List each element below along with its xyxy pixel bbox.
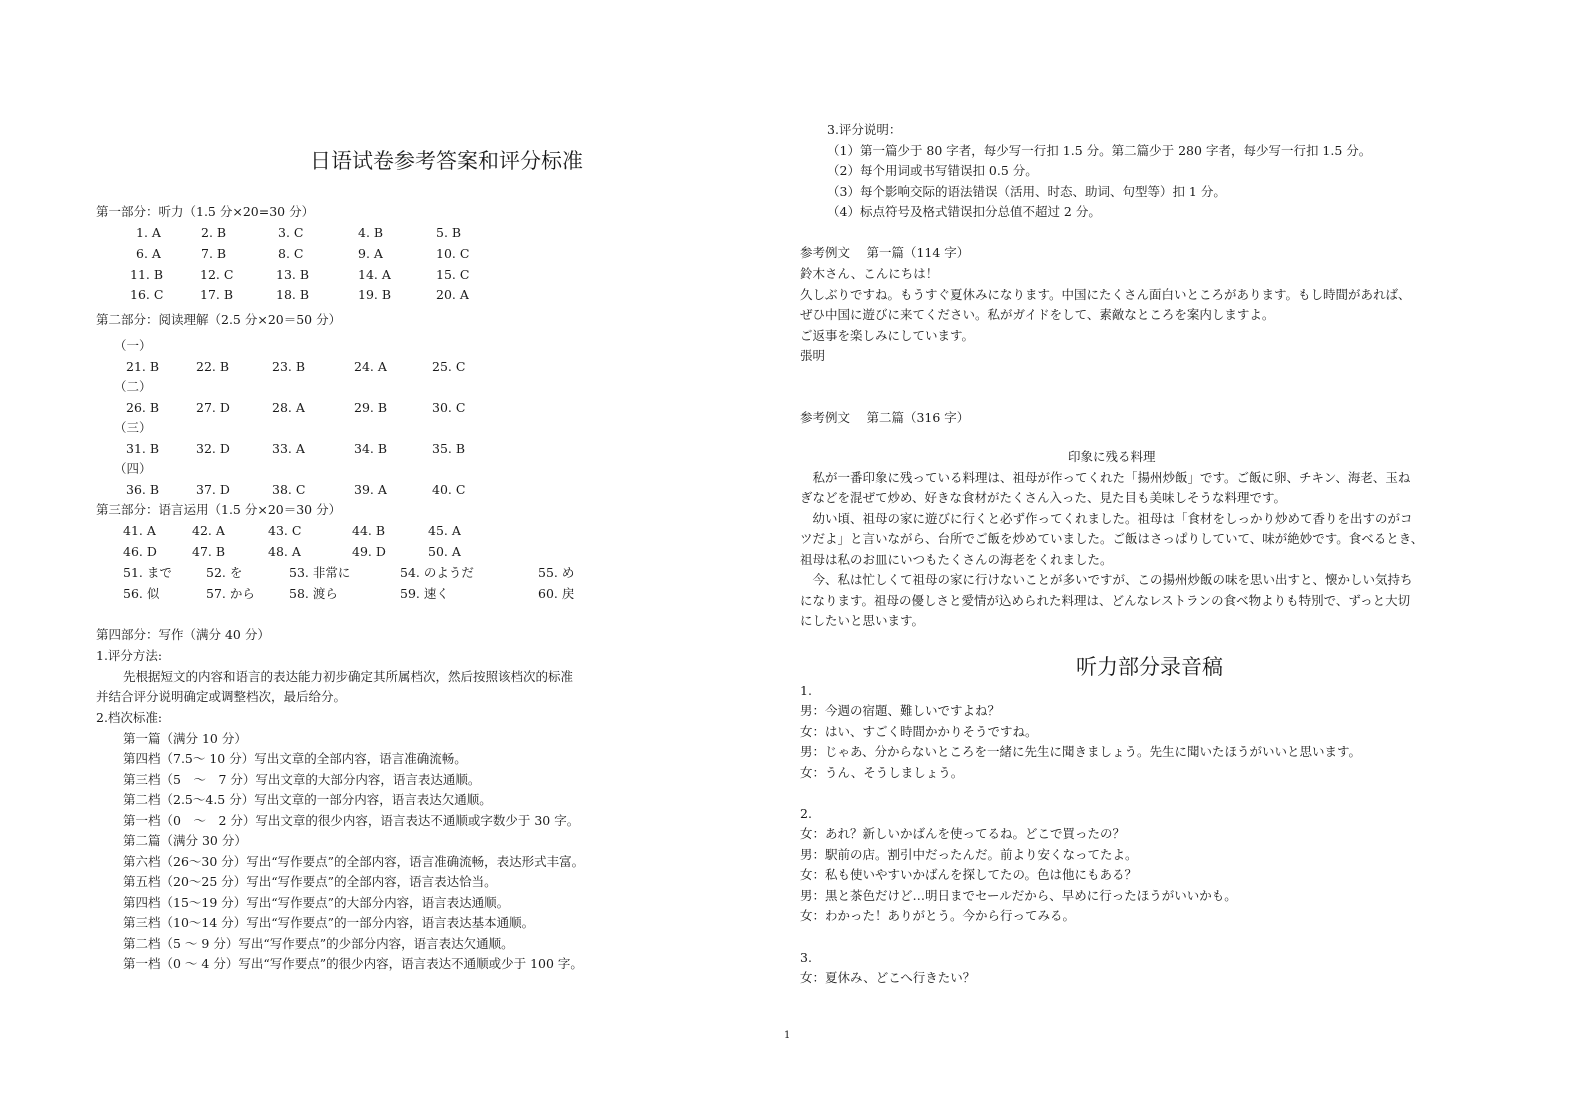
dialogue-number: 2. <box>800 806 812 821</box>
dialogue-line: 男：黒と茶色だけど…明日までセールだから、早めに行ったほうがいいかも。 <box>800 888 1237 903</box>
answer: 2. B <box>201 225 227 240</box>
part3-heading: 第三部分：语言运用（1.5 分×20＝30 分） <box>96 502 342 517</box>
answer: 20. A <box>436 287 469 302</box>
answer: 51. まで <box>123 565 172 580</box>
answer: 49. D <box>352 544 386 559</box>
answer: 19. B <box>358 287 392 302</box>
level-line: 第二档（5 ～ 9 分）写出“写作要点”的少部分内容，语言表达欠通顺。 <box>123 936 514 951</box>
answer: 31. B <box>126 441 160 456</box>
answer: 37. D <box>196 482 230 497</box>
answer: 28. A <box>272 400 305 415</box>
answer: 27. D <box>196 400 230 415</box>
level-line: 第一档（0 ～ 2 分）写出文章的很少内容，语言表达不通顺或字数少于 30 字。 <box>123 813 580 828</box>
sample2-title: 印象に残る料理 <box>1068 449 1156 464</box>
sample1-line: 張明 <box>800 348 826 363</box>
answer: 32. D <box>196 441 230 456</box>
answer: 36. B <box>126 482 160 497</box>
answer: 21. B <box>126 359 160 374</box>
answer: 17. B <box>200 287 234 302</box>
answer: 43. C <box>268 523 302 538</box>
level-line: 第四档（15～19 分）写出“写作要点”的大部分内容，语言表达通顺。 <box>123 895 510 910</box>
level-line: 第四档（7.5～ 10 分）写出文章的全部内容，语言准确流畅。 <box>123 751 467 766</box>
answer: 60. 戻 <box>538 586 575 601</box>
sample2-heading: 参考例文 第二篇（316 字） <box>800 410 970 425</box>
answer: 14. A <box>358 267 391 282</box>
page-number: 1 <box>784 1030 791 1041</box>
scoring-heading: 3.评分说明： <box>827 122 902 137</box>
part2-heading: 第二部分：阅读理解（2.5 分×20＝50 分） <box>96 312 342 327</box>
answer: 56. 似 <box>123 586 160 601</box>
answer: 59. 速く <box>400 586 449 601</box>
answer: 6. A <box>136 246 161 261</box>
group-label: （二） <box>114 379 152 394</box>
method-heading: 1.评分方法: <box>96 648 163 663</box>
answer: 53. 非常に <box>289 565 351 580</box>
answer: 47. B <box>192 544 226 559</box>
answer: 35. B <box>432 441 466 456</box>
sample2-line: 今、私は忙しくて祖母の家に行けないことが多いですが、この揚州炒飯の味を思い出すと、懐かしい気持ち <box>800 572 1413 587</box>
answer: 34. B <box>354 441 388 456</box>
sample2-line: ツだよ」と言いながら、台所でご飯を炒めていました。ご飯はさっぱりしていて、味が絶妙です。食べるとき、 <box>800 531 1424 546</box>
dialogue-line: 女：夏休み、どこへ行きたい？ <box>800 970 976 985</box>
answer: 18. B <box>276 287 310 302</box>
answer: 40. C <box>432 482 466 497</box>
answer: 12. C <box>200 267 234 282</box>
answer: 30. C <box>432 400 466 415</box>
method-line: 先根据短文的内容和语言的表达能力初步确定其所属档次，然后按照该档次的标准 <box>123 669 574 684</box>
answer: 16. C <box>130 287 164 302</box>
dialogue-line: 女：わかった！ありがとう。今から行ってみる。 <box>800 908 1076 923</box>
sample1-line: ぜひ中国に遊びに来てください。私がガイドをして、素敵なところを案内しますよ。 <box>800 307 1275 322</box>
level-line: 第二篇（满分 30 分） <box>123 833 247 848</box>
answer: 54. のようだ <box>400 565 474 580</box>
part1-heading: 第一部分：听力（1.5 分×20=30 分） <box>96 204 315 219</box>
scoring-note: （2）每个用词或书写错误扣 0.5 分。 <box>827 163 1038 178</box>
answer: 5. B <box>436 225 462 240</box>
group-label: （一） <box>114 338 152 353</box>
answer: 39. A <box>354 482 387 497</box>
part4-heading: 第四部分：写作（满分 40 分） <box>96 627 270 642</box>
sample1-line: 久しぶりですね。もうすぐ夏休みになります。中国にたくさん面白いところがあります。もし時間があれば、 <box>800 287 1411 302</box>
group-label: （四） <box>114 461 152 476</box>
answer: 8. C <box>278 246 304 261</box>
answer: 4. B <box>358 225 384 240</box>
method-line: 并结合评分说明确定或调整档次，最后给分。 <box>96 689 347 704</box>
answer: 11. B <box>130 267 164 282</box>
dialogue-line: 男：じゃあ、分からないところを一緒に先生に聞きましょう。先生に聞いたほうがいいと思います。 <box>800 744 1362 759</box>
sample2-line: 幼い頃、祖母の家に遊びに行くと必ず作ってくれました。祖母は「食材をしっかり炒めて香りを出すのがコ <box>800 511 1413 526</box>
sample2-line: 私が一番印象に残っている料理は、祖母が作ってくれた「揚州炒飯」です。ご飯に卵、チキン、海老、玉ね <box>800 470 1411 485</box>
answer: 48. A <box>268 544 301 559</box>
sample1-line: 鈴木さん、こんにちは！ <box>800 266 939 281</box>
answer: 29. B <box>354 400 388 415</box>
answer: 57. から <box>206 586 255 601</box>
level-line: 第五档（20～25 分）写出“写作要点”的全部内容，语言表达恰当。 <box>123 874 497 889</box>
answer: 33. A <box>272 441 305 456</box>
level-line: 第六档（26～30 分）写出“写作要点”的全部内容，语言准确流畅，表达形式丰富。 <box>123 854 585 869</box>
answer: 41. A <box>123 523 156 538</box>
answer: 1. A <box>136 225 161 240</box>
answer: 22. B <box>196 359 230 374</box>
sample2-line: 祖母は私のお皿にいつもたくさんの海老をくれました。 <box>800 552 1113 567</box>
answer: 23. B <box>272 359 306 374</box>
sample1-heading: 参考例文 第一篇（114 字） <box>800 245 970 260</box>
answer: 58. 渡ら <box>289 586 338 601</box>
sample2-line: にしたいと思います。 <box>800 613 925 628</box>
sample1-line: ご返事を楽しみにしています。 <box>800 328 975 343</box>
page-title: 日语试卷参考答案和评分标准 <box>310 149 583 173</box>
dialogue-line: 男：今週の宿題、難しいですよね？ <box>800 703 1001 718</box>
answer: 45. A <box>428 523 461 538</box>
sample2-line: ぎなどを混ぜて炒め、好きな食材がたくさん入った、見た目も美味しそうな料理です。 <box>800 490 1287 505</box>
answer: 50. A <box>428 544 461 559</box>
level-line: 第一档（0 ～ 4 分）写出“写作要点”的很少内容，语言表达不通顺或少于 100 字。 <box>123 956 583 971</box>
answer: 42. A <box>192 523 225 538</box>
answer: 9. A <box>358 246 383 261</box>
answer: 10. C <box>436 246 470 261</box>
level-line: 第二档（2.5～4.5 分）写出文章的一部分内容，语言表达欠通顺。 <box>123 792 492 807</box>
dialogue-line: 男：駅前の店。割引中だったんだ。前より安くなってたよ。 <box>800 847 1138 862</box>
answer: 24. A <box>354 359 387 374</box>
answer: 3. C <box>278 225 304 240</box>
level-line: 第三档（10～14 分）写出“写作要点”的一部分内容，语言表达基本通顺。 <box>123 915 535 930</box>
answer: 46. D <box>123 544 157 559</box>
transcript-title: 听力部分录音稿 <box>1076 655 1223 679</box>
scoring-note: （4）标点符号及格式错误扣分总值不超过 2 分。 <box>827 204 1101 219</box>
level-line: 第三档（5 ～ 7 分）写出文章的大部分内容，语言表达通顺。 <box>123 772 481 787</box>
scoring-note: （1）第一篇少于 80 字者，每少写一行扣 1.5 分。第二篇少于 280 字者，每少写一行扣 1.5 分。 <box>827 143 1372 158</box>
answer: 55. め <box>538 565 575 580</box>
levels-heading: 2.档次标准: <box>96 710 163 725</box>
level-line: 第一篇（满分 10 分） <box>123 731 247 746</box>
dialogue-line: 女：私も使いやすいかばんを探してたの。色は他にもある？ <box>800 867 1138 882</box>
dialogue-number: 1. <box>800 683 812 698</box>
scoring-note: （3）每个影响交际的语法错误（活用、时态、助词、句型等）扣 1 分。 <box>827 184 1226 199</box>
answer: 38. C <box>272 482 306 497</box>
dialogue-line: 女：はい、すごく時間かかりそうですね。 <box>800 724 1038 739</box>
answer: 13. B <box>276 267 310 282</box>
sample2-line: になります。祖母の優しさと愛情が込められた料理は、どんなレストランの食べ物よりも特別で、ずっと大切 <box>800 593 1411 608</box>
answer: 25. C <box>432 359 466 374</box>
answer: 7. B <box>201 246 227 261</box>
group-label: （三） <box>114 420 152 435</box>
answer: 52. を <box>206 565 243 580</box>
dialogue-number: 3. <box>800 950 812 965</box>
answer: 26. B <box>126 400 160 415</box>
dialogue-line: 女：うん、そうしましょう。 <box>800 765 964 780</box>
answer: 15. C <box>436 267 470 282</box>
dialogue-line: 女：あれ？新しいかばんを使ってるね。どこで買ったの？ <box>800 826 1126 841</box>
answer: 44. B <box>352 523 386 538</box>
